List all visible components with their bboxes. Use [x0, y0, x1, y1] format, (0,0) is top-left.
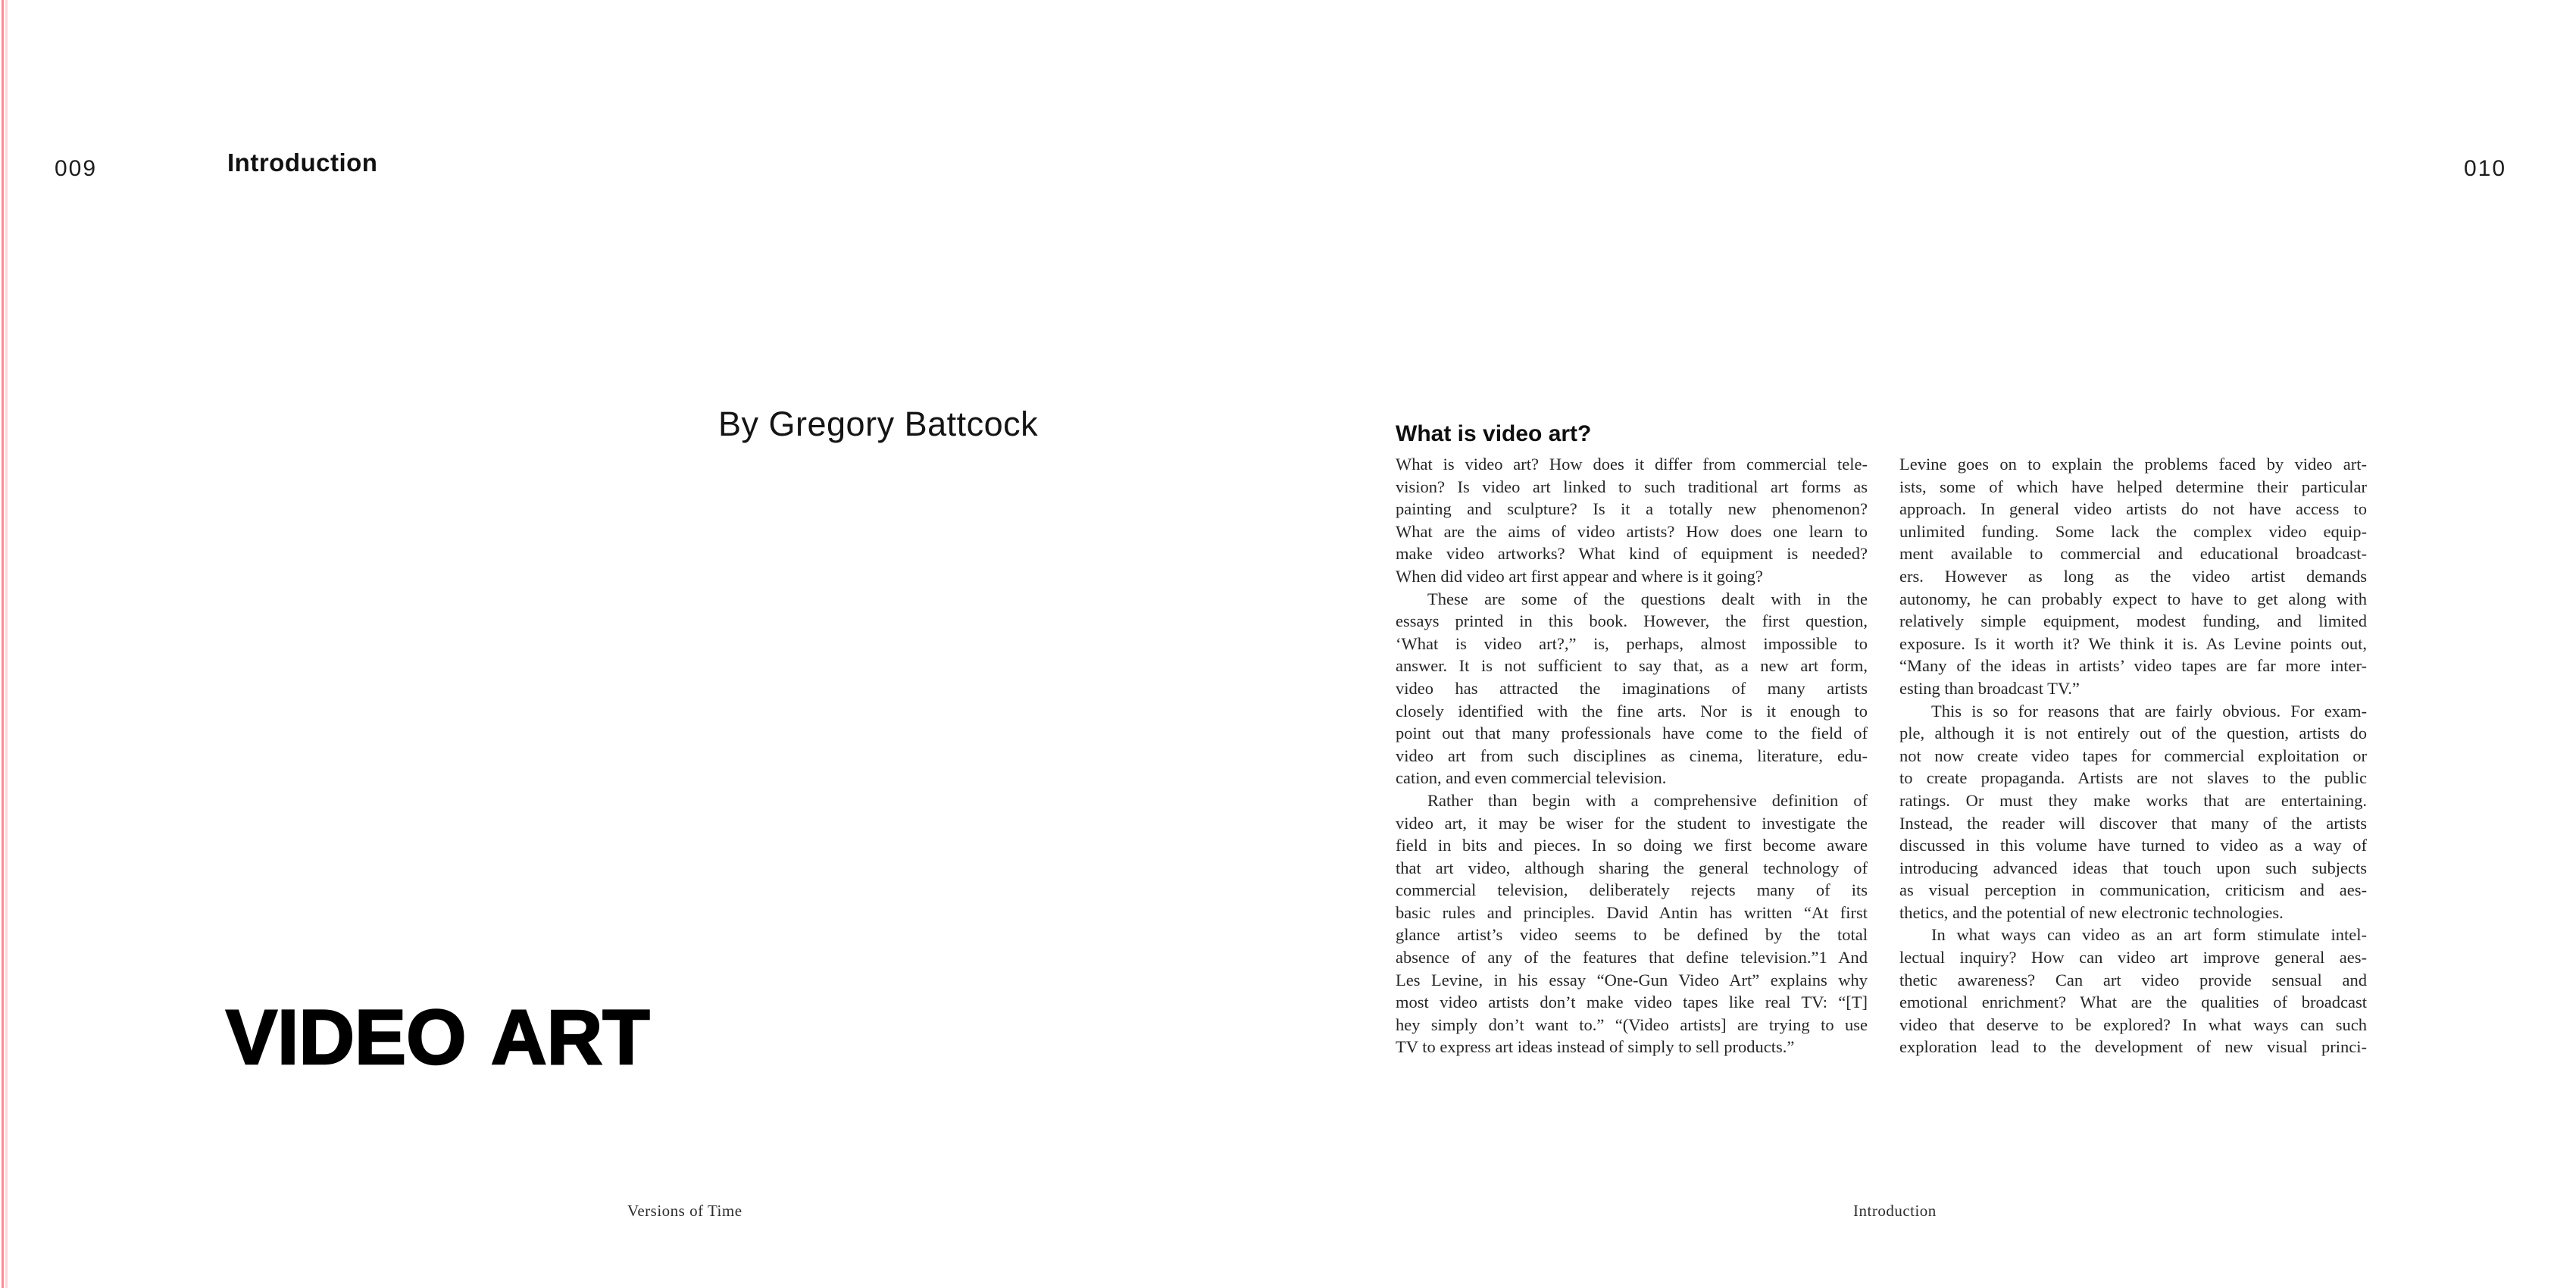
- text-line: What are the aims of video artists? How does one learn to: [1396, 521, 1868, 541]
- text-line: video that deserve to be explored? In what ways can such: [1899, 1014, 2367, 1034]
- text-line: video has attracted the imaginations of many artists: [1396, 678, 1868, 698]
- page-number-left: 009: [55, 156, 98, 181]
- text-line: glance artist’s video seems to be defined by the total: [1396, 925, 1868, 945]
- text-line: cation, and even commercial television.: [1396, 768, 1667, 788]
- text-line: commercial television, deliberately rejects many of its: [1396, 880, 1868, 900]
- text-line: basic rules and principles. David Antin has written “At first: [1396, 902, 1868, 922]
- text-line: exploration lead to the development of new visual princi-: [1899, 1037, 2367, 1057]
- text-line: point out that many professionals have come to the field of: [1396, 724, 1868, 743]
- text-line: exposure. Is it worth it? We think it is. As Levine points out,: [1899, 633, 2367, 653]
- text-line: Instead, the reader will discover that many of the artists: [1899, 813, 2367, 833]
- text-line: not now create video tapes for commercial exploitation or: [1899, 746, 2367, 765]
- text-line: closely identified with the fine arts. Nor is it enough to: [1396, 701, 1868, 721]
- text-line: essays printed in this book. However, the first question,: [1396, 611, 1868, 631]
- text-line: ple, although it is not entirely out of the question, artists do: [1899, 724, 2367, 743]
- text-line: Levine goes on to explain the problems faced by video art-: [1899, 455, 2367, 474]
- text-line: autonomy, he can probably expect to have to get along with: [1899, 589, 2367, 608]
- text-line: unlimited funding. Some lack the complex video equip-: [1899, 521, 2367, 541]
- text-line: ratings. Or must they make works that are entertaining.: [1899, 790, 2367, 810]
- text-line: discussed in this volume have turned to video as a way of: [1899, 836, 2367, 855]
- left-edge-accent-line-pale: [5, 0, 8, 1288]
- text-line: painting and sculpture? Is it a totally new phenomenon?: [1396, 499, 1868, 519]
- text-column-2: [1899, 453, 2367, 1058]
- text-line: What is video art? How does it differ from commercial tele-: [1396, 455, 1868, 474]
- big-title: VIDEO ART: [226, 994, 650, 1080]
- text-line: This is so for reasons that are fairly obvious. For exam-: [1931, 701, 2367, 721]
- text-line: introducing advanced ideas that touch upon such subjects: [1899, 858, 2367, 877]
- text-line: lectual inquiry? How can video art improve general aes-: [1899, 948, 2367, 968]
- footer-right: Introduction: [1853, 1202, 1937, 1220]
- text-line: TV to express art ideas instead of simply to sell products.”: [1396, 1037, 1795, 1057]
- text-line: ists, some of which have helped determine their particular: [1899, 477, 2367, 496]
- section-header: Introduction: [227, 148, 378, 177]
- text-line: approach. In general video artists do not have access to: [1899, 499, 2367, 519]
- footer-left: Versions of Time: [627, 1202, 742, 1220]
- text-line: relatively simple equipment, modest funding, and limited: [1899, 611, 2367, 631]
- text-line: emotional enrichment? What are the qualities of broadcast: [1899, 993, 2367, 1012]
- text-line: thetic awareness? Can art video provide sensual and: [1899, 970, 2367, 989]
- column-2-body: [1899, 453, 2367, 1058]
- text-line: thetics, and the potential of new electronic technologies.: [1899, 902, 2284, 922]
- text-line: most video artists don’t make video tapes like real TV: “[T]: [1396, 993, 1868, 1012]
- text-line: make video artworks? What kind of equipment is needed?: [1396, 544, 1868, 564]
- text-line: Les Levine, in his essay “One-Gun Video Art” explains why: [1396, 970, 1868, 989]
- text-line: to create propaganda. Artists are not slaves to the public: [1899, 768, 2367, 788]
- text-line: absence of any of the features that define television.”1 And: [1396, 948, 1868, 968]
- text-line: ers. However as long as the video artist demands: [1899, 566, 2367, 586]
- text-line: video art from such disciplines as cinema, literature, edu-: [1396, 746, 1868, 765]
- text-line: video art, it may be wiser for the student to investigate the: [1396, 813, 1868, 833]
- byline: By Gregory Battcock: [718, 405, 1039, 443]
- text-line: as visual perception in communication, criticism and aes-: [1899, 880, 2367, 900]
- text-line: ment available to commercial and educational broadcast-: [1899, 544, 2367, 564]
- text-line: These are some of the questions dealt with in the: [1427, 589, 1868, 608]
- text-column-1: [1396, 421, 1868, 1058]
- text-line: When did video art first appear and where is it going?: [1396, 566, 1763, 586]
- text-line: ‘What is video art?,” is, perhaps, almost impossible to: [1396, 633, 1868, 653]
- text-line: In what ways can video as an art form stimulate intel-: [1931, 925, 2367, 945]
- text-line: field in bits and pieces. In so doing we first become aware: [1396, 836, 1868, 855]
- text-line: answer. It is not sufficient to say that, as a new art form,: [1396, 656, 1868, 676]
- column-heading: What is video art?: [1396, 421, 1592, 446]
- column-1-body: [1396, 453, 1868, 1058]
- page-number-right: 010: [2464, 156, 2507, 181]
- left-edge-accent-line-bright: [2, 0, 4, 1288]
- text-line: “Many of the ideas in artists’ video tapes are far more inter-: [1899, 656, 2367, 676]
- text-line: esting than broadcast TV.”: [1899, 678, 2080, 698]
- text-line: hey simply don’t want to.” “(Video artists] are trying to use: [1396, 1014, 1868, 1034]
- text-line: Rather than begin with a comprehensive definition of: [1427, 790, 1868, 810]
- text-line: vision? Is video art linked to such traditional art forms as: [1396, 477, 1868, 496]
- text-line: that art video, although sharing the general technology of: [1396, 858, 1868, 877]
